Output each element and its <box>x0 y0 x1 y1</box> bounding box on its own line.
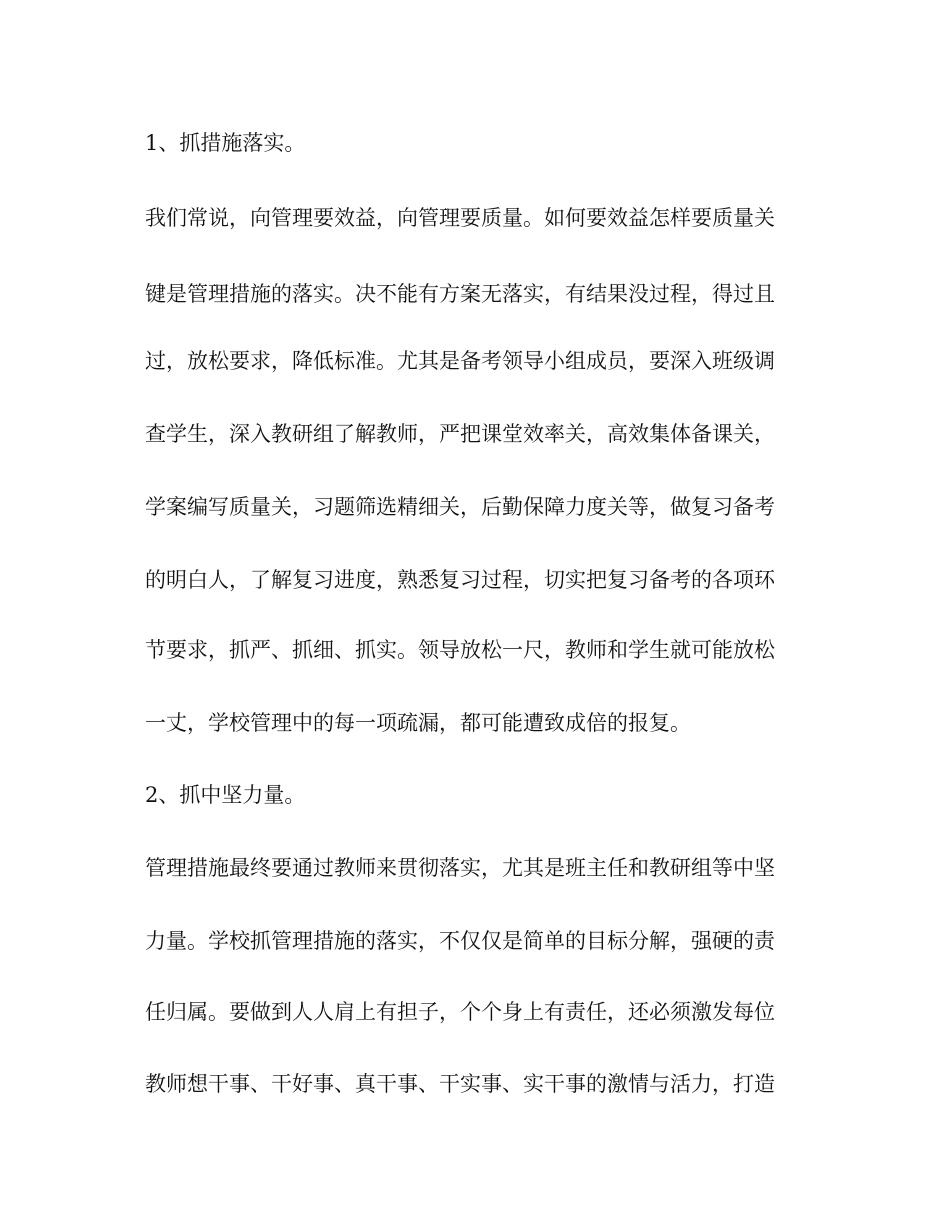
paragraph-line: 我们常说，向管理要效益，向管理要质量。如何要效益怎样要质量关 <box>145 206 775 230</box>
paragraph-line: 键是管理措施的落实。决不能有方案无落实，有结果没过程，得过且 <box>145 282 775 306</box>
paragraph-line: 教师想干事、干好事、真干事、干实事、实干事的激情与活力，打造 <box>145 1072 775 1096</box>
paragraph-line: 学案编写质量关，习题筛选精细关，后勤保障力度关等，做复习备考 <box>145 495 775 519</box>
paragraph-line: 节要求，抓严、抓细、抓实。领导放松一尺，教师和学生就可能放松 <box>145 638 775 662</box>
paragraph-line: 查学生，深入教研组了解教师，严把课堂效率关，高效集体备课关， <box>145 422 775 446</box>
paragraph-line: 的明白人，了解复习进度，熟悉复习过程，切实把复习备考的各项环 <box>145 568 775 592</box>
section-heading: 2、抓中坚力量。 <box>145 783 306 807</box>
paragraph-line: 任归属。要做到人人肩上有担子，个个身上有责任，还必须激发每位 <box>145 1000 775 1024</box>
paragraph-line: 力量。学校抓管理措施的落实，不仅仅是简单的目标分解，强硬的责 <box>145 929 775 953</box>
paragraph-line: 过，放松要求，降低标准。尤其是备考领导小组成员，要深入班级调 <box>145 349 775 373</box>
paragraph-line: 一丈，学校管理中的每一项疏漏，都可能遭致成倍的报复。 <box>145 711 691 735</box>
paragraph-line: 管理措施最终要通过教师来贯彻落实，尤其是班主任和教研组等中坚 <box>145 856 775 880</box>
section-heading: 1、抓措施落实。 <box>145 131 306 155</box>
